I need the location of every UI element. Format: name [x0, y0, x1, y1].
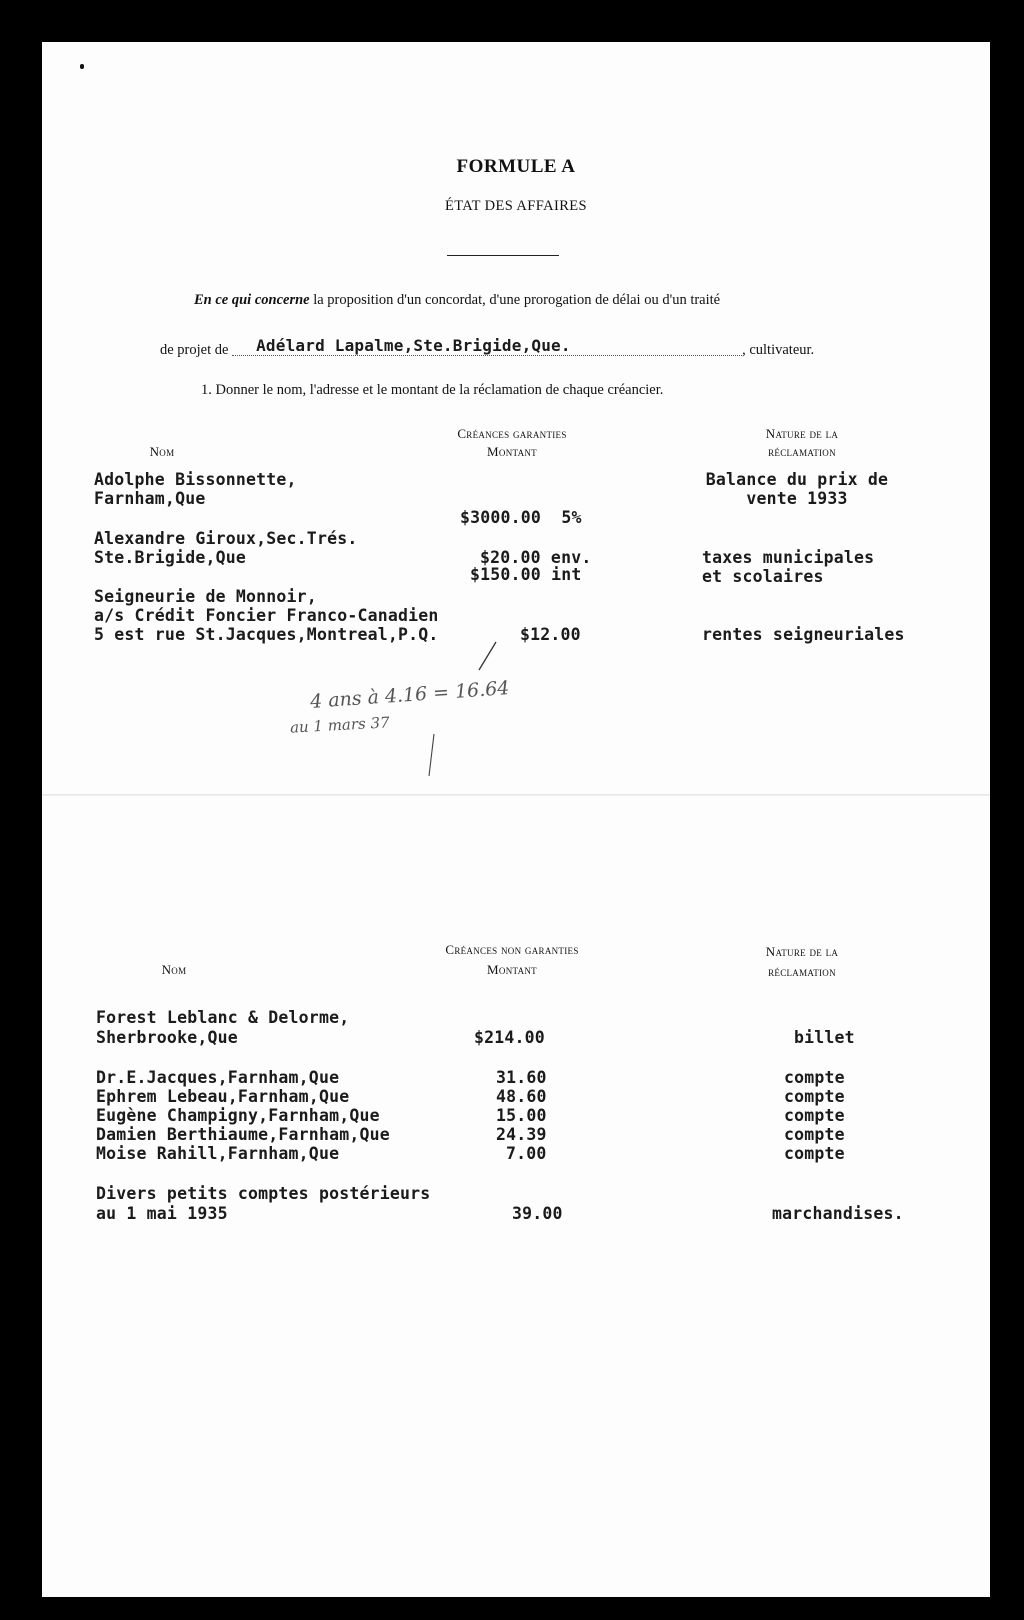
- secured-row-3-amount: $12.00: [520, 625, 581, 644]
- unsecured-row-5-nature: compte: [784, 1125, 845, 1144]
- instruction: 1. Donner le nom, l'adresse et le montant de la réclamation de chaque créancier.: [201, 382, 664, 398]
- unsecured-row-2-nature: compte: [784, 1068, 845, 1087]
- unsecured-row-5-amount: 24.39: [496, 1125, 547, 1144]
- intro-line-2: [160, 336, 850, 359]
- unsecured-row-7-nature: marchandises.: [772, 1204, 904, 1223]
- unsecured-row-4-nature: compte: [784, 1106, 845, 1125]
- secured-row-2-nature: taxes municipales et scolaires: [702, 548, 875, 586]
- secured-col-nature-1: Nature de la: [765, 426, 839, 441]
- unsecured-row-6-nature: compte: [784, 1144, 845, 1163]
- unsecured-col-amount-1: Créances non garanties: [445, 942, 579, 957]
- unsecured-row-2-amount: 31.60: [496, 1068, 547, 1087]
- unsecured-col-amount-2: Montant: [487, 962, 537, 977]
- secured-col-amount-2: Montant: [487, 444, 537, 459]
- secured-row-2-amount: $20.00 env.: [480, 548, 592, 567]
- secured-col-amount-1: Créances garanties: [457, 426, 567, 441]
- unsecured-row-1-name: Forest Leblanc & Delorme, Sherbrooke,Que: [96, 1008, 350, 1047]
- form-subtitle: ÉTAT DES AFFAIRES: [444, 198, 588, 214]
- unsecured-col-nature-2: réclamation: [768, 964, 836, 979]
- scan-speck: [80, 64, 84, 69]
- unsecured-row-2-name: Dr.E.Jacques,Farnham,Que: [96, 1068, 340, 1087]
- handwritten-date: au 1 mars 37: [289, 713, 390, 737]
- title-rule: [447, 255, 559, 256]
- unsecured-row-3-name: Ephrem Lebeau,Farnham,Que: [96, 1087, 350, 1106]
- handwritten-calculation: 4 ans à 4.16 = 16.64: [309, 677, 511, 713]
- pencil-check-mark: [476, 640, 500, 672]
- unsecured-row-3-nature: compte: [784, 1087, 845, 1106]
- unsecured-row-4-name: Eugène Champigny,Farnham,Que: [96, 1106, 380, 1125]
- intro-line-2-suffix: , cultivateur.: [742, 342, 815, 358]
- unsecured-row-3-amount: 48.60: [496, 1087, 547, 1106]
- unsecured-row-1-nature: billet: [794, 1028, 855, 1047]
- secured-row-1-name: Adolphe Bissonnette, Farnham,Que: [94, 470, 297, 508]
- document-page: [42, 42, 990, 1597]
- secured-row-1-amount: $3000.00 5% $150.00 int: [460, 508, 582, 584]
- unsecured-col-nature-1: Nature de la: [765, 944, 839, 959]
- intro-line-1: [194, 292, 720, 309]
- secured-row-1-nature: Balance du prix de vente 1933: [705, 470, 889, 508]
- debtor-name: Adélard Lapalme,Ste.Brigide,Que.: [256, 336, 571, 355]
- page-seam: [42, 794, 990, 796]
- intro-line-2-prefix: de projet de: [160, 342, 229, 358]
- secured-row-3-nature: rentes seigneuriales: [702, 625, 905, 644]
- pencil-stroke: [426, 732, 438, 778]
- unsecured-row-6-name: Moise Rahill,Farnham,Que: [96, 1144, 340, 1163]
- unsecured-row-7-name: Divers petits comptes postérieurs au 1 mai 1935: [96, 1184, 431, 1223]
- unsecured-row-4-amount: 15.00: [496, 1106, 547, 1125]
- intro-lead: En ce qui concerne: [194, 292, 310, 308]
- unsecured-row-1-amount: $214.00: [474, 1028, 545, 1047]
- secured-col-nom: Nom: [149, 444, 175, 459]
- secured-col-nature-2: réclamation: [768, 444, 836, 459]
- secured-row-2-name: Alexandre Giroux,Sec.Trés. Ste.Brigide,Que: [94, 529, 358, 567]
- secured-row-3-name: Seigneurie de Monnoir, a/s Crédit Foncier Franco-Canadien 5 est rue St.Jacques,Montreal,P.Q.: [94, 587, 439, 644]
- intro-line-1-text: la proposition d'un concordat, d'une prorogation de délai ou d'un traité: [313, 292, 721, 308]
- unsecured-row-5-name: Damien Berthiaume,Farnham,Que: [96, 1125, 390, 1144]
- unsecured-row-6-amount: 7.00: [506, 1144, 547, 1163]
- debtor-fill-line: [232, 336, 742, 356]
- unsecured-col-nom: Nom: [161, 962, 187, 977]
- unsecured-row-7-amount: 39.00: [512, 1204, 563, 1223]
- form-title: FORMULE A: [456, 156, 576, 177]
